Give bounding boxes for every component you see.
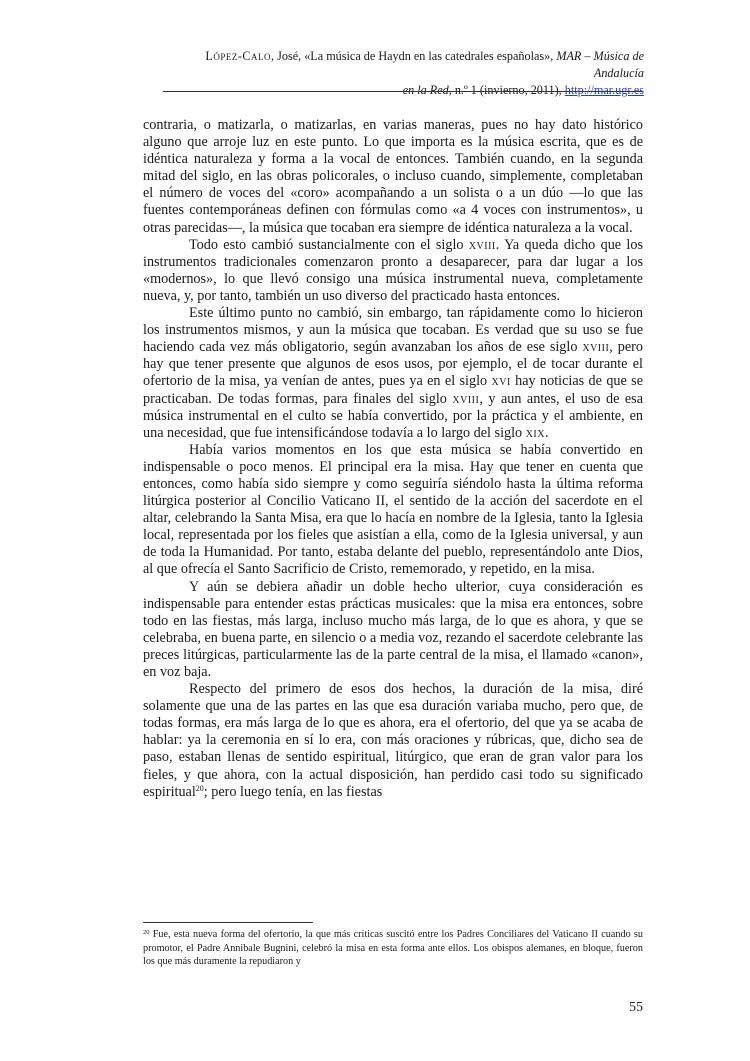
header-url-link[interactable]: http://mar.ugr.es [564,83,644,97]
paragraph-3: Este último punto no cambió, sin embargo, tan rápidamente como lo hicieron los instrumentos mismos, y aun la música que tocaban. Es verdad que su uso se fue haciendo cada vez más obligatorio, según avanzaban los años de ese siglo xviii, pero hay que tener presente que algunos de esos usos, por ejemplo, el de tocar durante el ofertorio de la misa, ya venían de antes, pues ya en el siglo xvi hay noticias de que se practicaban. De todas formas, para finales del siglo xviii, y aun antes, el uso de esa música instrumental en el culto se había convertido, por la práctica y el ambiente, en una necesidad, que fue intensificándose todavía a lo largo del siglo xix. [143,305,643,441]
header-journal-cont: en la Red [402,83,449,97]
header-line-1 [160,48,644,82]
century-numeral: xix [525,424,545,441]
footnote-rule [143,922,313,923]
header-rule [163,91,643,92]
paragraph-2: Todo esto cambió sustancialmente con el siglo xviii. Ya queda dicho que los instrumentos tradicionales comenzaron pronto a desaparecer, para dar lugar a los «modernos», lo que llevó consigo una música instrumental nueva, completamente nueva, y, por tanto, también un uso diverso del practicado hasta entonces. [143,236,643,304]
page-number: 55 [629,1000,643,1015]
body-text [143,117,643,801]
header-journal: MAR – Música de Andalucía [556,49,644,80]
header-article-title: , José, «La música de Haydn en las catedrales españolas», [271,49,554,63]
paragraph-5: Y aún se debiera añadir un doble hecho ulterior, cuya consideración es indispensable para entender estas prácticas musicales: que la misa era entonces, sobre todo en las fiestas, más larga, incluso mucho más larga, de lo que es ahora, y que se celebraba, en buena parte, en silencio o a media voz, rezando el sacerdote celebrante las preces litúrgicas, particularmente las de la parte central de la misa, el llamado «canon», en voz baja. [143,578,643,680]
header-author: López-Calo [205,49,272,63]
century-numeral: xviii [452,390,480,407]
century-numeral: xviii [582,339,610,356]
footnote-text: Fue, esta nueva forma del ofertorio, la que más críticas suscitó entre los Padres Conciliares del Vaticano II cuando su promotor, el Padre Annibale Bugnini, celebró la misa en esta forma ante ellos. Los obispos alemanes, en bloque, fueron los que más duramente la repudiaron y [143,929,643,968]
header-issue: , n.º 1 (invierno, 2011), [448,83,565,97]
paragraph-4: Había varios momentos en los que esta música se había convertido en indispensable o poco menos. El principal era la misa. Hay que tener en cuenta que entonces, como había sido siempre y como seguiría siéndolo hasta la última reforma litúrgica posterior al Concilio Vaticano II, el sentido de la acción del sacerdote en el altar, celebrando la Santa Misa, era que lo hacía en nombre de la Iglesia, tanto la Iglesia local, representada por los fieles que asistían a ella, como de la Iglesia universal, y aun de toda la Humanidad. Por tanto, estaba delante del pueblo, representándolo ante Dios, al que ofrecía el Santo Sacrificio de Cristo, rememorado, y repetido, en la misa. [143,441,643,578]
footnote-reference[interactable]: 20 [195,783,204,793]
paragraph-6: Respecto del primero de esos dos hechos, la duración de la misa, diré solamente que una de las partes en las que esa duración variaba mucho, pero que, de todas formas, era más larga de lo que es ahora, era el ofertorio, del que ya se acaba de hablar: ya la ceremonia en sí lo era, con más oraciones y rúbricas, que, dicho sea de paso, estaban llenas de sentido espiritual, litúrgico, que eran de gran valor para los fieles, y que ahora, con la actual disposición, han perdido casi todo su significado espiritual$^{20}$; pero luego tenía, en las fiestas [143,681,643,800]
footnote [143,928,643,969]
century-numeral: xviii [468,236,496,253]
footnote-number: 20 [143,929,150,936]
paragraph-1: contraria, o matizarla, o matizarlas, en varias maneras, pues no hay dato histórico alguno que arroje luz en este punto. Lo que importa es la música escrita, que es de idéntica naturaleza y forma a la vocal de entonces. También cuando, en la segunda mitad del siglo, en las obras policorales, o incluso cuando, simplemente, completaban el número de voces del «coro» acompañando a un solista o a un dúo —lo que las fuentes contemporáneas definen con fórmulas como «a 4 voces con instrumentos», u otras parecidas—, la música que tocaban era siempre de idéntica naturaleza a la vocal. [143,117,643,236]
century-numeral: xvi [491,373,511,390]
